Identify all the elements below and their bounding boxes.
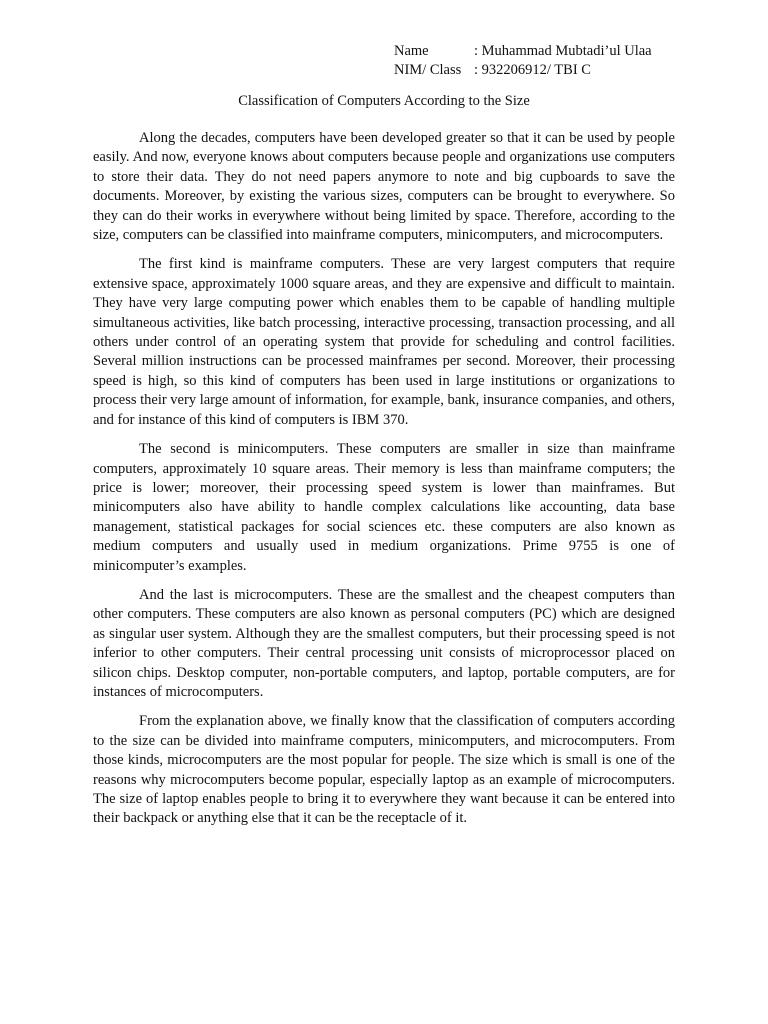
- nim-class-value: : 932206912/ TBI C: [474, 62, 591, 78]
- paragraph-minicomputer: The second is minicomputers. These computers are smaller in size than mainframe computers, approximately 10 square areas. Their memory is less than mainframe computers; the price is lower; moreover, their processing speed system is lower than mainframes. But minicomputers also have ability to handle complex calculations like accounting, data base management, statistical packages for social sciences etc. these computers are also known as medium computers and usually used in medium organizations. Prime 9755 is one of minicomputer’s examples.: [93, 441, 675, 574]
- name-label: Name: [394, 43, 429, 59]
- essay-body: [93, 129, 675, 839]
- document-title: Classification of Computers According to the Size: [238, 93, 530, 109]
- nim-class-row: [394, 61, 652, 80]
- student-info-header: [394, 42, 652, 80]
- name-row: [394, 42, 652, 61]
- paragraph-microcomputer: And the last is microcomputers. These are the smallest and the cheapest computers than other computers. These computers are also known as personal computers (PC) which are designed as singular user system. Although they are the smallest computers, but their processing speed is not inferior to other computers. Their central processing unit consists of microprocessor placed on silicon chips. Desktop computer, non-portable computers, and laptop, portable computers, are for instances of microcomputers.: [93, 586, 675, 700]
- paragraph-introduction: Along the decades, computers have been developed greater so that it can be used by people easily. And now, everyone knows about computers because people and organizations use computers to store their data. They do not need papers anymore to note and big cupboards to save the documents. Moreover, by existing the various sizes, computers can be brought to everywhere. So they can do their works in everywhere without being limited by space. Therefore, according to the size, computers can be classified into mainframe computers, minicomputers, and microcomputers.: [93, 130, 675, 244]
- nim-class-label: NIM/ Class: [394, 62, 462, 78]
- paragraph-conclusion: From the explanation above, we finally know that the classification of computers according to the size can be divided into mainframe computers, minicomputers, and microcomputers. From those kinds, microcomputers are the most popular for people. The size which is small is one of the reasons why microcomputers become popular, especially laptop as an example of microcomputers. The size of laptop enables people to bring it to everywhere they want because it can be entered into their backpack or anything else that it can be the receptacle of it.: [93, 713, 675, 827]
- paragraph-mainframe: The first kind is mainframe computers. These are very largest computers that require extensive space, approximately 1000 square areas, and they are expensive and difficult to maintain. They have very large computing power which enables them to be capable of handling multiple simultaneous activities, like batch processing, interactive processing, transaction processing, and all others under control of an operating system that provide for scheduling and control facilities. Several million instructions can be processed mainframes per second. Moreover, their processing speed is high, so this kind of computers has been used in large institutions or organizations to process their very large amount of information, for example, bank, insurance companies, and others, and for instance of this kind of computers is IBM 370.: [93, 256, 675, 428]
- name-value: : Muhammad Mubtadi’ul Ulaa: [474, 43, 652, 59]
